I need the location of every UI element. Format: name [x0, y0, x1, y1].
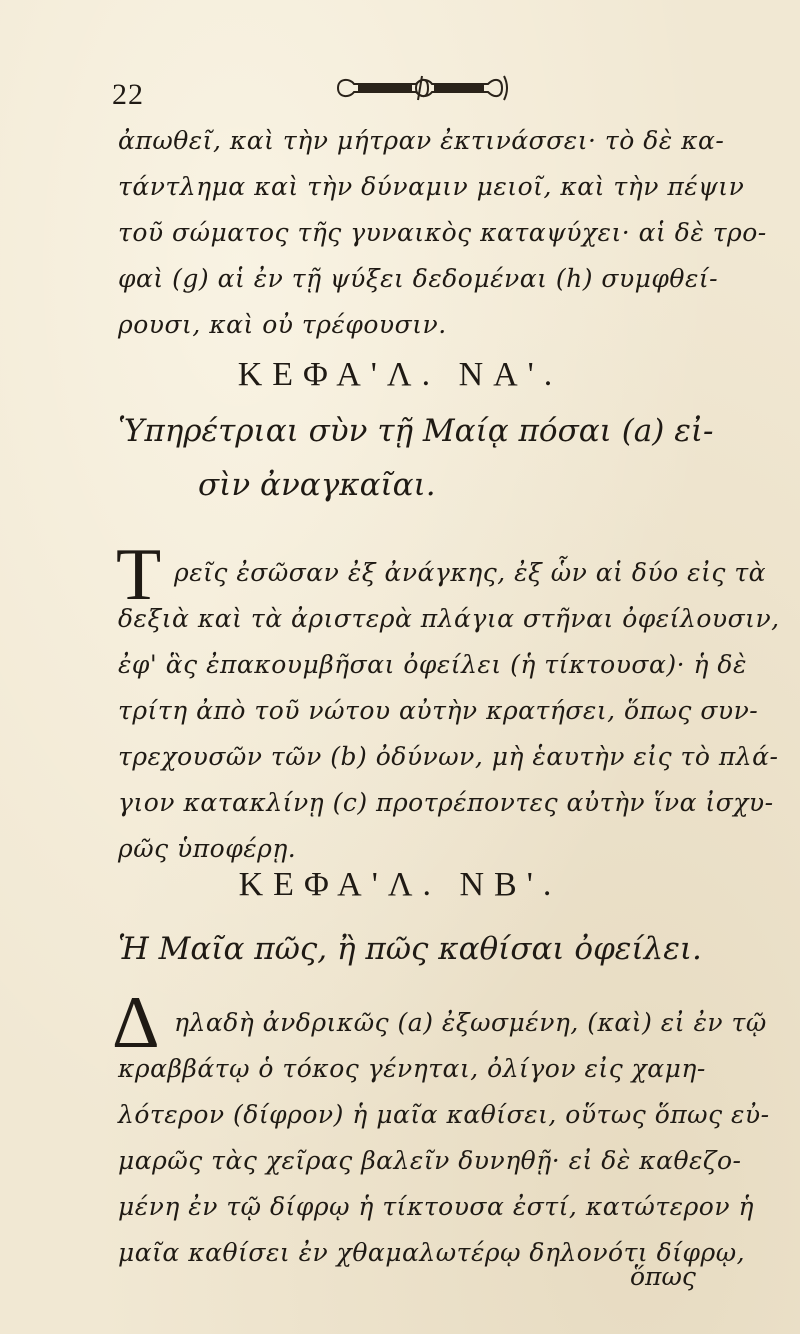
text-line: γιον κατακλίνῃ (c) προτρέποντες αὐτὴν ἵνα ἰσχυ- — [118, 788, 774, 817]
chapter-title-line: σὶν ἀναγκαῖαι. — [198, 467, 436, 503]
page-number: 22 — [112, 78, 144, 111]
decorative-headpiece-icon — [332, 72, 508, 104]
chapter-title-line: Ὑπηρέτριαι σὺν τῇ Μαίᾳ πόσαι (a) εἰ- — [118, 413, 714, 449]
text-line: τάντλημα καὶ τὴν δύναμιν μειοῖ, καὶ τὴν πέψιν — [118, 172, 745, 201]
text-line: ηλαδὴ ἀνδρικῶς (a) ἐξωσμένη, (καὶ) εἰ ἐν τῷ — [174, 1008, 767, 1037]
text-line: ρουσι, καὶ οὐ τρέφουσιν. — [118, 310, 447, 339]
text-line: φαὶ (g) αἱ ἐν τῇ ψύξει δεδομέναι (h) συμφθεί- — [118, 264, 719, 293]
text-line: μαῖα καθίσει ἐν χθαμαλωτέρῳ δηλονότι δίφρῳ, — [118, 1238, 746, 1267]
text-line: μένη ἐν τῷ δίφρῳ ἡ τίκτουσα ἐστί, κατώτερον ἡ — [118, 1192, 754, 1221]
text-line: τρίτη ἀπὸ τοῦ νώτου αὐτὴν κρατήσει, ὅπως συν- — [118, 696, 759, 725]
text-line: τρεχουσῶν τῶν (b) ὀδύνων, μὴ ἑαυτὴν εἰς τὸ πλά- — [118, 742, 779, 771]
drop-capital: Δ — [112, 982, 160, 1064]
text-line: ἐφ' ἃς ἐπακουμβῆσαι ὀφείλει (ἡ τίκτουσα)· ἡ δὲ — [118, 650, 747, 679]
text-line: μαρῶς τὰς χεῖρας βαλεῖν δυνηθῇ· εἰ δὲ καθεζο- — [118, 1146, 742, 1175]
drop-capital: Τ — [116, 534, 162, 616]
chapter-title: Ἡ Μαῖα πῶς, ἢ πῶς καθίσαι ὀφείλει. — [118, 931, 702, 967]
text-line: ρεῖς ἐσῶσαν ἐξ ἀνάγκης, ἐξ ὧν αἱ δύο εἰς τὰ — [174, 558, 767, 587]
chapter-title — [118, 404, 780, 512]
text-line: κραββάτῳ ὁ τόκος γένηται, ὀλίγον εἰς χαμη- — [118, 1054, 706, 1083]
text-line: λότερον (δίφρον) ἡ μαῖα καθίσει, οὕτως ὅπως εὐ- — [118, 1100, 770, 1129]
text-line: ρῶς ὑποφέρῃ. — [118, 834, 297, 863]
catchword: ὅπως — [630, 1262, 696, 1291]
text-line: τοῦ σώματος τῆς γυναικὸς καταψύχει· αἱ δὲ τρο- — [118, 218, 767, 247]
chapter-heading: ΚΕΦΑ'Λ. ΝΒ'. — [238, 866, 562, 903]
paragraph-continuation — [118, 118, 780, 348]
text-line: ἀπωθεῖ, καὶ τὴν μήτραν ἐκτινάσσει· τὸ δὲ κα- — [118, 126, 725, 155]
text-line: δεξιὰ καὶ τὰ ἀριστερὰ πλάγια στῆναι ὀφείλουσιν, — [118, 604, 780, 633]
chapter-heading: ΚΕΦΑ'Λ. ΝΑ'. — [237, 356, 563, 393]
chapter-body — [118, 1000, 780, 1276]
chapter-body — [118, 550, 780, 872]
